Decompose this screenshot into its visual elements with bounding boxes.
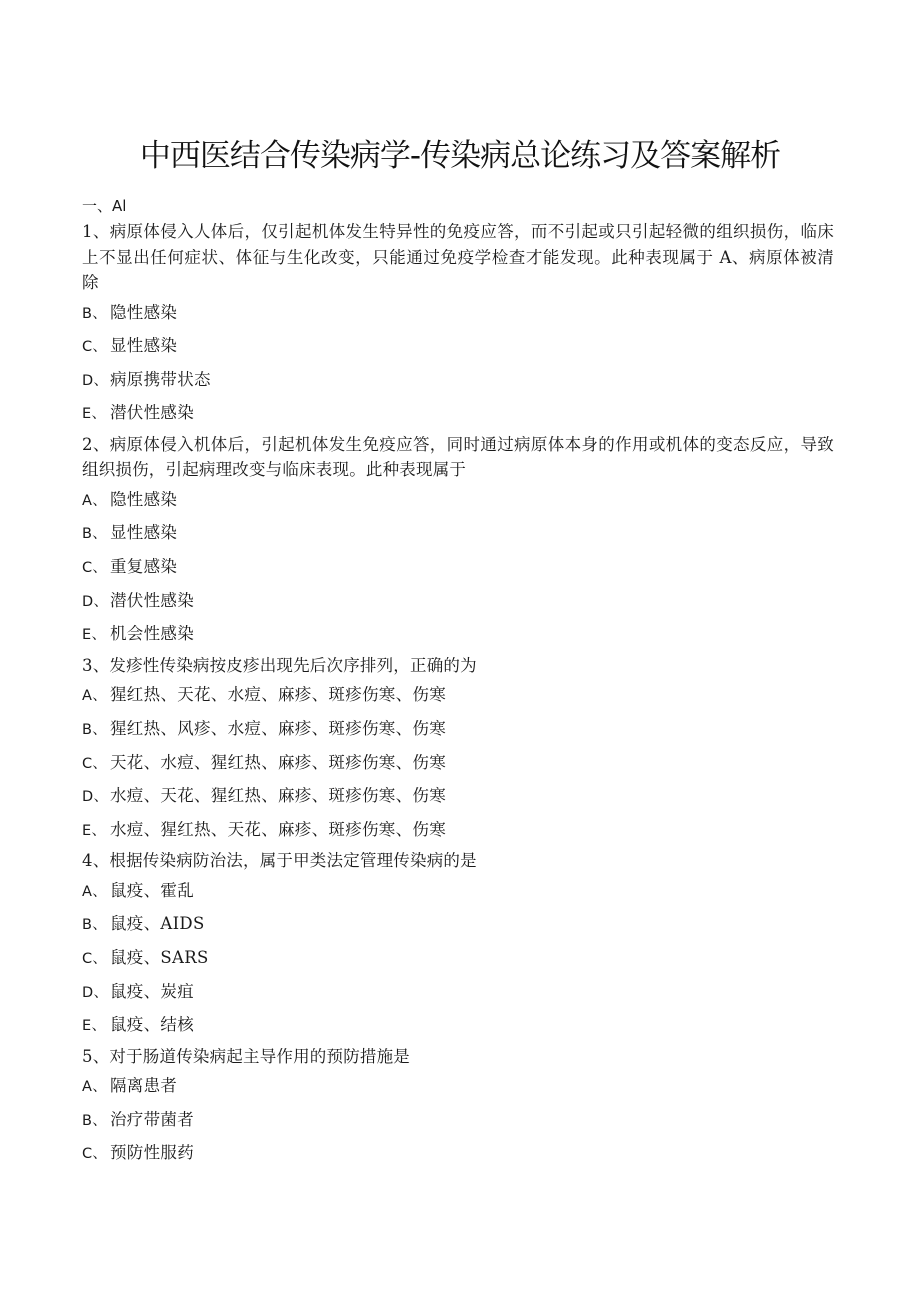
question-3-option — [82, 779, 834, 813]
section-heading: 一、Al — [82, 197, 127, 215]
question-1-option — [82, 329, 834, 363]
option-text: 隔离患者 — [110, 1076, 178, 1096]
option-letter: E、 — [82, 406, 107, 423]
option-letter: D、 — [82, 984, 109, 1001]
option-letter: B、 — [82, 526, 108, 543]
question-1: 1、病原体侵入人体后，仅引起机体发生特异性的免疫应答，而不引起或只引起轻微的组织损伤，临床上不显出任何症状、体征与生化改变，只能通过免疫学检查才能发现。此种表现属于 A、病原体被清除 — [82, 222, 834, 292]
option-letter: C、 — [82, 560, 108, 577]
option-text: 水痘、猩红热、天花、麻疹、斑疹伤寒、伤寒 — [110, 819, 446, 839]
question-3-option — [82, 712, 834, 746]
question-4: 4、根据传染病防治法，属于甲类法定管理传染病的是 — [82, 851, 477, 871]
question-4-option — [82, 907, 834, 941]
option-letter: A、 — [82, 688, 108, 705]
option-text: 显性感染 — [110, 523, 178, 543]
question-2-option — [82, 483, 834, 517]
option-letter: C、 — [82, 951, 108, 967]
option-letter: A、 — [82, 1079, 108, 1096]
question-4-option — [82, 1008, 834, 1042]
question-5-option — [82, 1103, 834, 1137]
option-letter: A、 — [82, 492, 108, 509]
option-letter: B、 — [82, 305, 108, 322]
option-letter: A、 — [82, 883, 108, 900]
option-text: 显性感染 — [110, 336, 178, 356]
option-letter: B、 — [82, 917, 108, 934]
option-letter: E、 — [82, 627, 107, 644]
option-text: 水痘、天花、猩红热、麻疹、斑疹伤寒、伤寒 — [110, 786, 446, 806]
option-letter: D、 — [82, 789, 109, 806]
question-2: 2、病原体侵入机体后，引起机体发生免疫应答，同时通过病原体本身的作用或机体的变态反应，导致组织损伤，引起病理改变与临床表现。此种表现属于 — [82, 434, 834, 480]
question-3: 3、发疹性传染病按皮疹出现先后次序排列，正确的为 — [82, 655, 477, 675]
option-letter: D、 — [82, 372, 109, 389]
option-text: 机会性感染 — [110, 624, 194, 644]
option-text: 鼠疫、炭疽 — [110, 981, 194, 1001]
option-letter: B、 — [82, 1112, 108, 1129]
question-5: 5、对于肠道传染病起主导作用的预防措施是 — [82, 1046, 410, 1066]
option-text: 潜伏性感染 — [110, 590, 194, 610]
option-text: 鼠疫、AIDS — [110, 914, 205, 934]
question-4-option — [82, 975, 834, 1009]
question-3-option — [82, 678, 834, 712]
question-2-option — [82, 584, 834, 618]
question-2-option — [82, 516, 834, 550]
option-text: 天花、水痘、猩红热、麻疹、斑疹伤寒、伤寒 — [110, 752, 446, 772]
option-text: 预防性服药 — [110, 1143, 194, 1163]
option-text: 病原携带状态 — [110, 369, 211, 389]
option-letter: E、 — [82, 822, 107, 839]
question-2-option — [82, 550, 834, 584]
option-letter: C、 — [82, 1146, 108, 1163]
option-text: 潜伏性感染 — [110, 403, 194, 423]
option-letter: D、 — [82, 593, 109, 610]
question-5-option — [82, 1069, 834, 1103]
option-letter: E、 — [82, 1018, 107, 1035]
option-letter: C、 — [82, 339, 108, 356]
option-text: 鼠疫、结核 — [110, 1015, 194, 1035]
question-1-option — [82, 396, 834, 430]
option-text: 猩红热、风疹、水痘、麻疹、斑疹伤寒、伤寒 — [110, 718, 446, 738]
question-1-option — [82, 296, 834, 330]
page-title: 中西医结合传染病学-传染病总论练习及答案解析 — [139, 138, 781, 174]
option-letter: B、 — [82, 721, 108, 738]
question-5-option — [82, 1136, 834, 1170]
option-text: 鼠疫、霍乱 — [110, 880, 194, 900]
question-1-option — [82, 363, 834, 397]
option-letter: C、 — [82, 755, 108, 772]
question-4-option — [82, 941, 834, 975]
option-text: 治疗带菌者 — [110, 1109, 194, 1129]
document-body — [82, 195, 834, 1170]
option-text: 猩红热、天花、水痘、麻疹、斑疹伤寒、伤寒 — [110, 685, 446, 705]
option-text: 重复感染 — [110, 557, 178, 577]
question-2-option — [82, 617, 834, 651]
option-text: 隐性感染 — [110, 302, 178, 322]
question-3-option — [82, 746, 834, 780]
option-text: 隐性感染 — [110, 489, 178, 509]
option-text: 鼠疫、SARS — [110, 948, 209, 967]
question-3-option — [82, 813, 834, 847]
question-4-option — [82, 874, 834, 908]
